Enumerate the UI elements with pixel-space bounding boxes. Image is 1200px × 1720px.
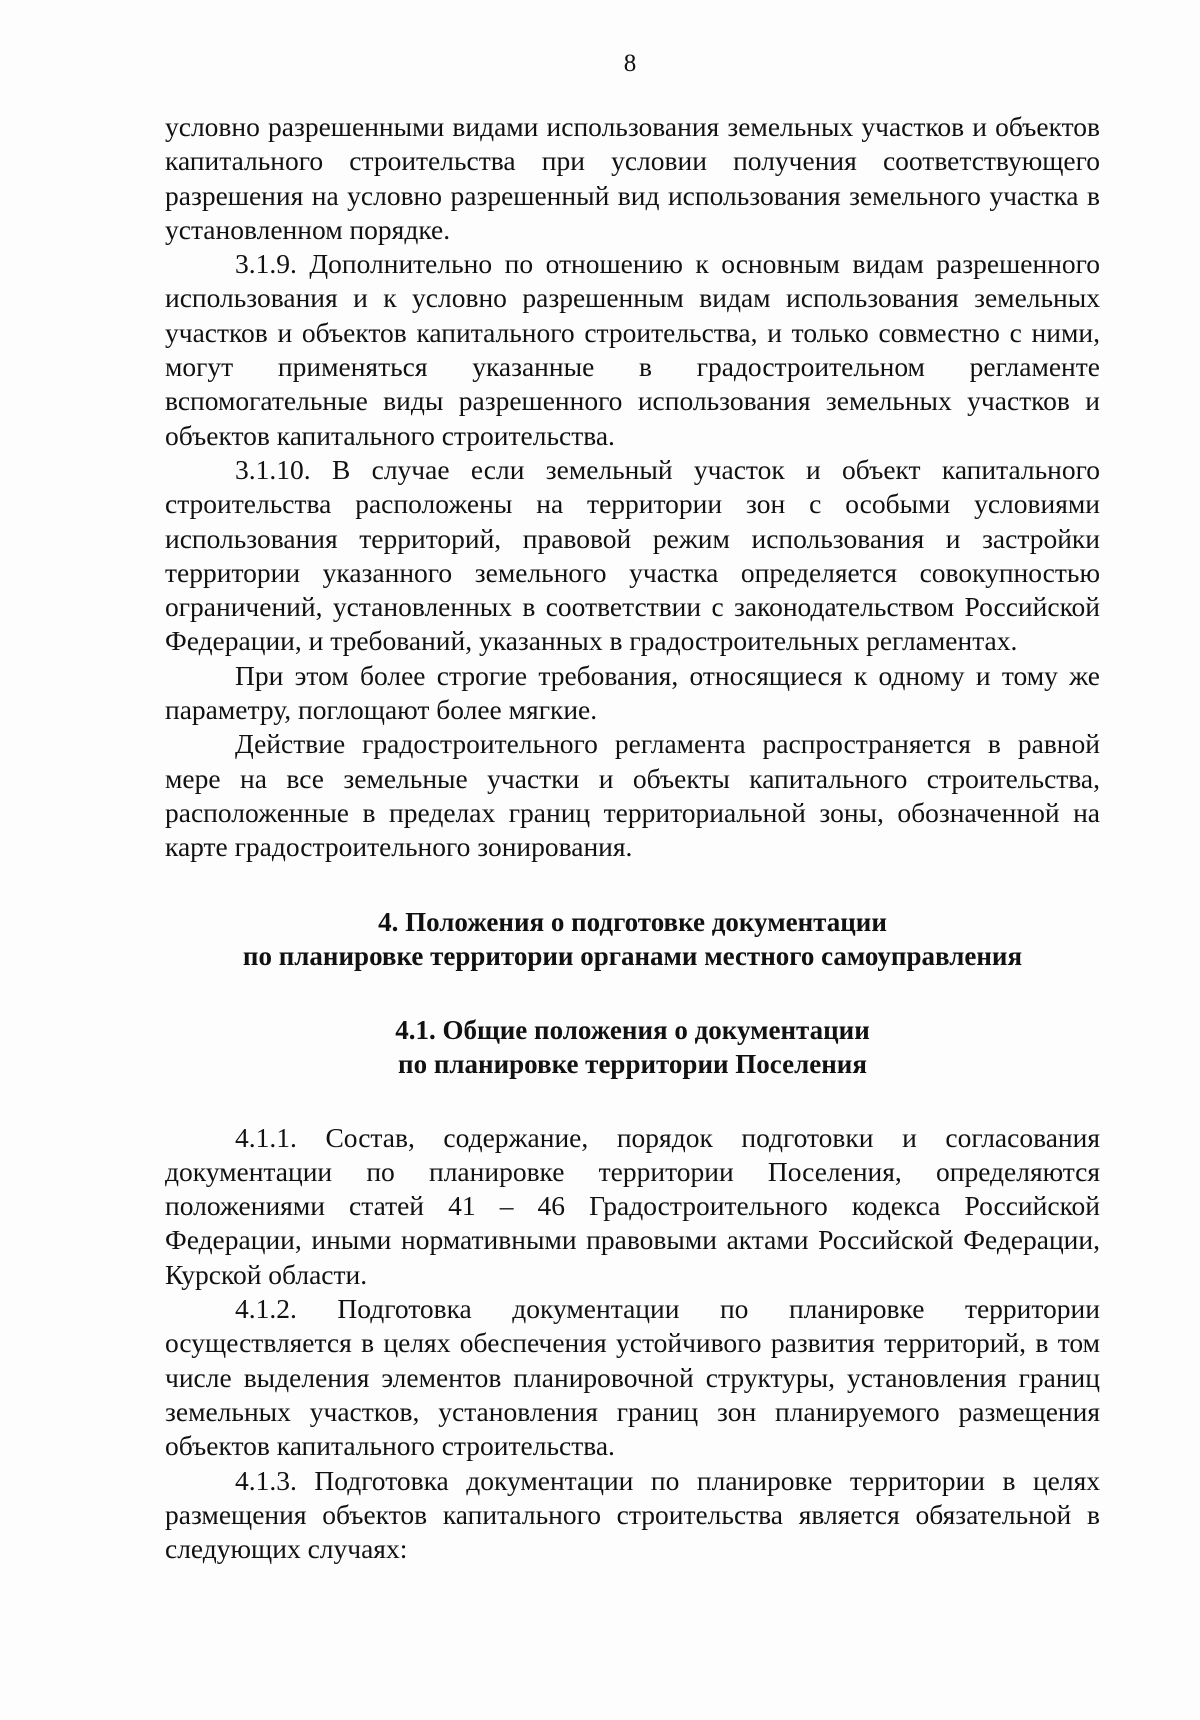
paragraph-3-1-10: 3.1.10. В случае если земельный участок и объект капитального строительства расположены на территории зон с особыми условиями использования территорий, правовой режим использования и застройки территории указанного земельного участка определяется совокупностью ограничений, установленных в соответствии с законодательством Российской Федерации, и требований, указанных в градостроительных регламентах. xyxy=(165,453,1100,657)
paragraph-4-1-3: 4.1.3. Подготовка документации по планировке территории в целях размещения объектов капитального строительства является обязательной в следующих случаях: xyxy=(165,1464,1100,1565)
paragraph-strict-requirements: При этом более строгие требования, относящиеся к одному и тому же параметру, поглощают более мягкие. xyxy=(165,659,1100,726)
subsection-heading-4-1 xyxy=(165,1013,1100,1081)
subsection-heading-line-1: 4.1. Общие положения о документации xyxy=(395,1014,870,1045)
page-number: 8 xyxy=(623,50,637,77)
paragraph-continuation: условно разрешенными видами использования земельных участков и объектов капитального строительства при условии получения соответствующего разрешения на условно разрешенный вид использования земельного участка в установленном порядке. xyxy=(165,111,1100,245)
paragraph-3-1-9: 3.1.9. Дополнительно по отношению к основным видам разрешенного использования и к условно разрешенным видам использования земельных участков и объектов капитального строительства, и только совместно с ними, могут применяться указанные в градостроительном регламенте вспомогательные виды разрешенного использования земельных участков и объектов капитального строительства. xyxy=(165,248,1100,451)
document-body xyxy=(165,110,1100,1566)
paragraph-4-1-2: 4.1.2. Подготовка документации по планировке территории осуществляется в целях обеспечения устойчивого развития территорий, в том числе выделения элементов планировочной структуры, установления границ земельных участков, установления границ зон планируемого размещения объектов капитального строительства. xyxy=(165,1293,1100,1462)
paragraph-4-1-1: 4.1.1. Состав, содержание, порядок подготовки и согласования документации по планировке территории Поселения, определяются положениями статей 41 – 46 Градостроительного кодекса Российской Федерации, иными нормативными правовыми актами Российской Федерации, Курской области. xyxy=(165,1121,1100,1290)
subsection-heading-line-2: по планировке территории Поселения xyxy=(398,1048,867,1079)
section-heading-4 xyxy=(165,905,1100,973)
paragraph-regulation-scope: Действие градостроительного регламента распространяется в равной мере на все земельные участки и объекты капитального строительства, расположенные в пределах границ территориальной зоны, обозначенной на карте градостроительного зонирования. xyxy=(165,728,1100,863)
section-heading-line-1: 4. Положения о подготовке документации xyxy=(378,906,887,937)
section-heading-line-2: по планировке территории органами местного самоуправления xyxy=(242,940,1023,971)
